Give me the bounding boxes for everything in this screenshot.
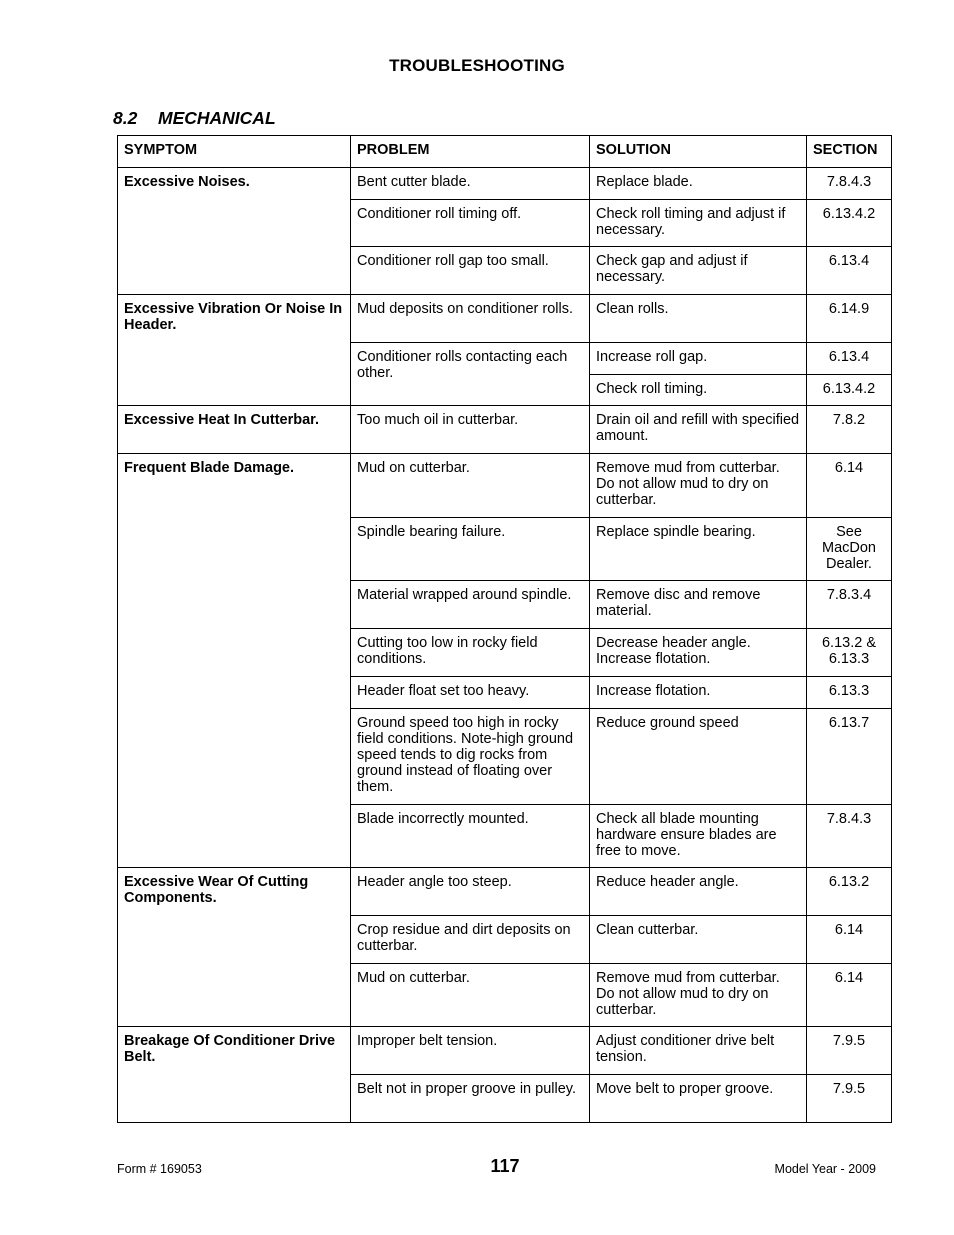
problem-cell: Bent cutter blade.	[351, 168, 590, 200]
section-cell: 6.13.4.2	[807, 375, 892, 406]
problem-cell: Material wrapped around spindle.	[351, 581, 590, 629]
solution-cell: Drain oil and refill with specified amount.	[590, 406, 807, 454]
page-number: 117	[490, 1156, 520, 1176]
section-cell: 6.14.9	[807, 295, 892, 343]
table-row	[118, 406, 892, 454]
section-cell: 7.8.2	[807, 406, 892, 454]
problem-cell: Header float set too heavy.	[351, 677, 590, 709]
solution-cell: Check roll timing and adjust if necessary.	[590, 200, 807, 247]
section-cell: 6.13.4	[807, 247, 892, 295]
problem-cell: Spindle bearing failure.	[351, 518, 590, 581]
column-header-solution: SOLUTION	[590, 136, 807, 168]
solution-cell: Adjust conditioner drive belt tension.	[590, 1027, 807, 1075]
table-row	[118, 1027, 892, 1075]
section-cell: 6.13.3	[807, 677, 892, 709]
section-title	[113, 108, 276, 129]
section-cell: 6.14	[807, 916, 892, 964]
section-cell: 6.13.7	[807, 709, 892, 805]
solution-cell: Clean rolls.	[590, 295, 807, 343]
problem-cell: Crop residue and dirt deposits on cutterbar.	[351, 916, 590, 964]
problem-cell: Conditioner roll gap too small.	[351, 247, 590, 295]
form-number: Form # 169053	[117, 1162, 202, 1176]
symptom-cell: Excessive Vibration Or Noise In Header.	[118, 295, 351, 406]
solution-cell: Remove disc and remove material.	[590, 581, 807, 629]
section-cell: 6.13.2	[807, 868, 892, 916]
symptom-cell: Excessive Heat In Cutterbar.	[118, 406, 351, 454]
solution-cell: Clean cutterbar.	[590, 916, 807, 964]
section-cell: 7.9.5	[807, 1027, 892, 1075]
section-number: 8.2	[113, 108, 138, 128]
section-cell: 7.9.5	[807, 1075, 892, 1123]
solution-cell: Check roll timing.	[590, 375, 807, 406]
problem-cell: Mud on cutterbar.	[351, 454, 590, 518]
problem-cell: Conditioner rolls contacting each other.	[351, 343, 590, 406]
section-cell: 6.13.4	[807, 343, 892, 375]
solution-cell: Replace blade.	[590, 168, 807, 200]
symptom-cell: Excessive Wear Of Cutting Components.	[118, 868, 351, 1027]
problem-cell: Mud on cutterbar.	[351, 964, 590, 1027]
problem-cell: Blade incorrectly mounted.	[351, 805, 590, 868]
problem-cell: Mud deposits on conditioner rolls.	[351, 295, 590, 343]
solution-cell: Replace spindle bearing.	[590, 518, 807, 581]
section-cell: 7.8.4.3	[807, 805, 892, 868]
section-cell: 6.13.4.2	[807, 200, 892, 247]
section-cell: 6.14	[807, 964, 892, 1027]
section-cell: 6.13.2 & 6.13.3	[807, 629, 892, 677]
symptom-cell: Excessive Noises.	[118, 168, 351, 295]
problem-cell: Improper belt tension.	[351, 1027, 590, 1075]
solution-cell: Increase roll gap.	[590, 343, 807, 375]
problem-cell: Ground speed too high in rocky field conditions. Note-high ground speed tends to dig rocks from ground instead of floating over them.	[351, 709, 590, 805]
page-header: TROUBLESHOOTING	[389, 56, 565, 75]
solution-cell: Decrease header angle. Increase flotation.	[590, 629, 807, 677]
section-cell: See MacDon Dealer.	[807, 518, 892, 581]
section-cell: 6.14	[807, 454, 892, 518]
troubleshooting-table	[117, 135, 892, 1123]
solution-cell: Reduce ground speed	[590, 709, 807, 805]
column-header-problem: PROBLEM	[351, 136, 590, 168]
problem-cell: Cutting too low in rocky field conditions.	[351, 629, 590, 677]
solution-cell: Remove mud from cutterbar. Do not allow mud to dry on cutterbar.	[590, 964, 807, 1027]
section-cell: 7.8.4.3	[807, 168, 892, 200]
column-header-symptom: SYMPTOM	[118, 136, 351, 168]
symptom-cell: Breakage Of Conditioner Drive Belt.	[118, 1027, 351, 1123]
solution-cell: Remove mud from cutterbar. Do not allow mud to dry on cutterbar.	[590, 454, 807, 518]
table-row	[118, 868, 892, 916]
symptom-cell: Frequent Blade Damage.	[118, 454, 351, 868]
table-row	[118, 295, 892, 343]
solution-cell: Increase flotation.	[590, 677, 807, 709]
problem-cell: Header angle too steep.	[351, 868, 590, 916]
problem-cell: Belt not in proper groove in pulley.	[351, 1075, 590, 1123]
solution-cell: Reduce header angle.	[590, 868, 807, 916]
solution-cell: Check all blade mounting hardware ensure blades are free to move.	[590, 805, 807, 868]
table-row	[118, 168, 892, 200]
problem-cell: Too much oil in cutterbar.	[351, 406, 590, 454]
table-row	[118, 454, 892, 518]
solution-cell: Check gap and adjust if necessary.	[590, 247, 807, 295]
section-cell: 7.8.3.4	[807, 581, 892, 629]
problem-cell: Conditioner roll timing off.	[351, 200, 590, 247]
column-header-section: SECTION	[807, 136, 892, 168]
solution-cell: Move belt to proper groove.	[590, 1075, 807, 1123]
model-year: Model Year - 2009	[774, 1162, 876, 1176]
section-name: MECHANICAL	[158, 108, 276, 128]
table-header-row	[118, 136, 892, 168]
